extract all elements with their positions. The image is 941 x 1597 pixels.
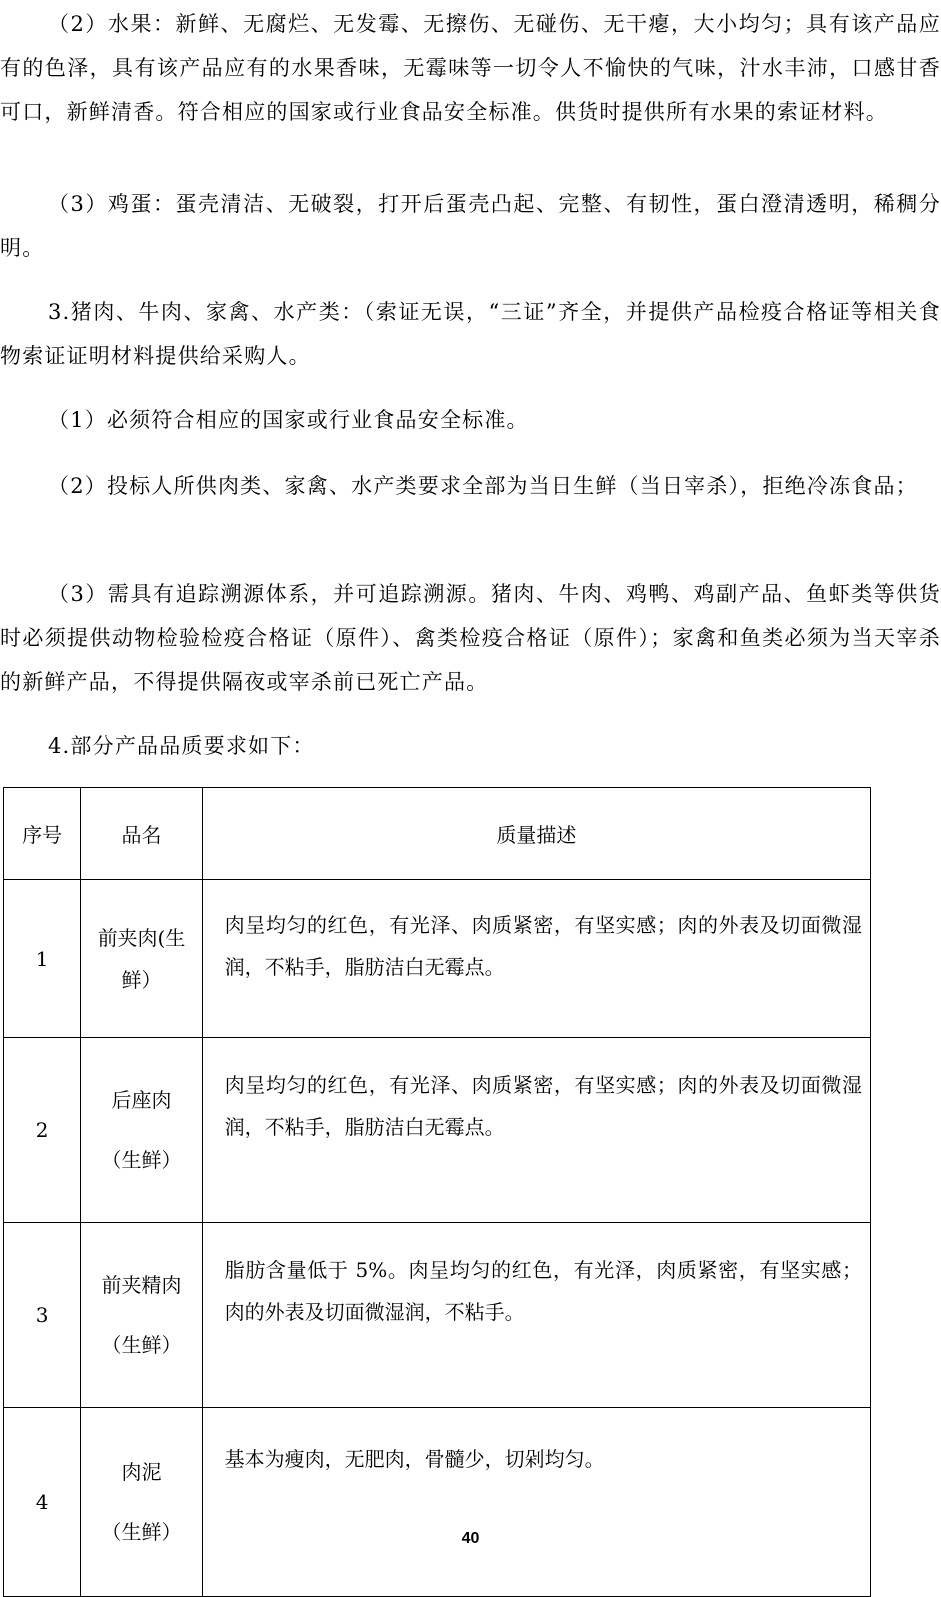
row-desc: 基本为瘦肉，无肥肉，骨髓少，切剁均匀。 <box>202 1408 870 1597</box>
row-name-line: 鲜） <box>121 967 162 992</box>
row-no: 2 <box>4 1038 81 1223</box>
page-number: 40 <box>461 1530 480 1547</box>
table-row <box>4 880 871 1038</box>
row-desc: 肉呈均匀的红色，有光泽、肉质紧密，有坚实感；肉的外表及切面微湿润，不粘手，脂肪洁白无霉点。 <box>202 1038 870 1223</box>
paragraph-meat-item-3: （3）需具有追踪溯源体系，并可追踪溯源。猪肉、牛肉、鸡鸭、鸡副产品、鱼虾类等供货时必须提供动物检验检疫合格证（原件）、禽类检疫合格证（原件）；家禽和鱼类必须为当天宰杀的新鲜产品，不得提供隔夜或宰杀前已死亡产品。 <box>0 582 941 694</box>
table-row <box>4 1223 871 1408</box>
row-desc: 肉呈均匀的红色，有光泽、肉质紧密，有坚实感；肉的外表及切面微湿润，不粘手，脂肪洁白无霉点。 <box>202 880 870 1038</box>
paragraph-eggs: （3）鸡蛋：蛋壳清洁、无破裂，打开后蛋壳凸起、完整、有韧性，蛋白澄清透明，稀稠分明。 <box>0 192 941 260</box>
row-name-line: （生鲜） <box>101 1520 182 1544</box>
row-desc: 脂肪含量低于 5%。肉呈均匀的红色，有光泽，肉质紧密，有坚实感；肉的外表及切面微湿润，不粘手。 <box>202 1223 870 1408</box>
row-name <box>81 1038 202 1223</box>
row-name-line: 前夹精肉 <box>101 1273 182 1297</box>
paragraph-quality-intro: 4.部分产品品质要求如下： <box>48 734 315 758</box>
paragraph-meat-heading: 3.猪肉、牛肉、家禽、水产类：（索证无误，“三证”齐全，并提供产品检疫合格证等相关食物索证证明材料提供给采购人。 <box>0 300 941 368</box>
row-no: 3 <box>4 1223 81 1408</box>
row-no: 4 <box>4 1408 81 1597</box>
header-name: 品名 <box>81 788 202 880</box>
row-name-line: （生鲜） <box>101 1333 182 1357</box>
paragraph-meat-item-2: （2）投标人所供肉类、家禽、水产类要求全部为当日生鲜（当日宰杀），拒绝冷冻食品； <box>48 474 918 498</box>
row-name-line: （生鲜） <box>101 1148 182 1172</box>
row-name-line: 肉泥 <box>121 1460 162 1484</box>
header-desc: 质量描述 <box>202 788 870 880</box>
row-name <box>81 1223 202 1408</box>
row-name <box>81 1408 202 1597</box>
row-name <box>81 880 202 1038</box>
quality-table <box>3 787 871 1597</box>
row-name-line: 后座肉 <box>111 1088 172 1112</box>
row-no: 1 <box>4 880 81 1038</box>
row-name-line: 前夹肉(生 <box>97 925 186 950</box>
header-no: 序号 <box>4 788 81 880</box>
paragraph-fruit: （2）水果：新鲜、无腐烂、无发霉、无擦伤、无碰伤、无干瘪，大小均匀；具有该产品应有的色泽，具有该产品应有的水果香味，无霉味等一切令人不愉快的气味，汁水丰沛，口感甘香可口，新鲜清香。符合相应的国家或行业食品安全标准。供货时提供所有水果的索证材料。 <box>0 12 941 124</box>
paragraph-meat-item-1: （1）必须符合相应的国家或行业食品安全标准。 <box>48 408 529 432</box>
table-row <box>4 1408 871 1597</box>
table-header-row <box>4 788 871 880</box>
table-row <box>4 1038 871 1223</box>
